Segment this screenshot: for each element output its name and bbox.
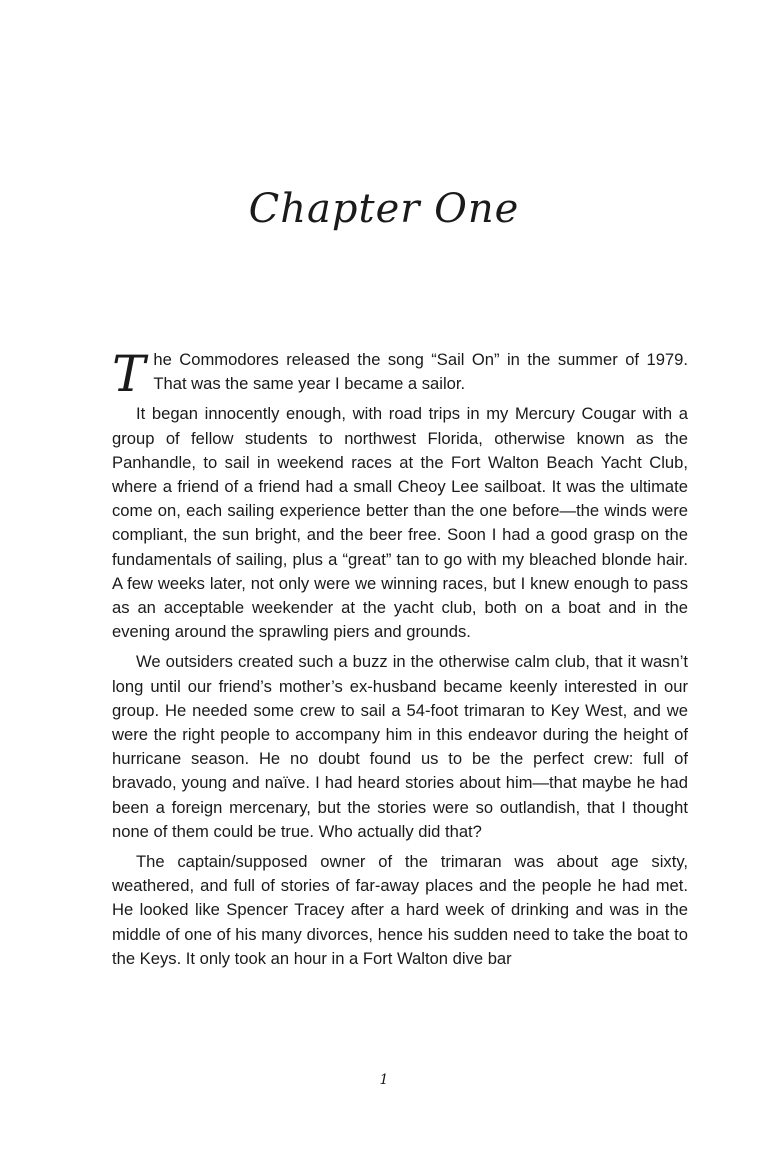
chapter-title: Chapter One xyxy=(248,186,520,232)
paragraph-1-text: he Commodores released the song “Sail On” in the summer of 1979. That was the same year I became a sailor. xyxy=(153,350,688,394)
drop-cap: T xyxy=(112,345,146,403)
paragraph-3: We outsiders created such a buzz in the otherwise calm club, that it wasn’t long until our friend’s mother’s ex-husband became keenly interested in our group. He needed some crew to sail a 54-foot trimaran to Key West, and we were the right people to accompany him in this endeavor during the height of hurricane season. He no doubt found us to be the perfect crew: full of bravado, young and naïve. I had heard stories about him—that maybe he had been a foreign mercenary, but the stories were so outlandish, that I thought none of them could be true. Who actually did that? xyxy=(112,652,688,841)
paragraph-1 xyxy=(112,345,688,403)
page-number: 1 xyxy=(379,1072,389,1088)
paragraph-4: The captain/supposed owner of the trimaran was about age sixty, weathered, and full of stories of far-away places and the people he had met. He looked like Spencer Tracey after a hard week of drinking and was in the middle of one of his many divorces, hence his sudden need to take the boat to the Keys. It only took an hour in a Fort Walton dive bar xyxy=(112,852,688,968)
paragraph-2: It began innocently enough, with road trips in my Mercury Cougar with a group of fellow students to northwest Florida, otherwise known as the Panhandle, to sail in weekend races at the Fort Walton Beach Yacht Club, where a friend of a friend had a small Cheoy Lee sailboat. It was the ultimate come on, each sailing experience better than the one before—the winds were compliant, the sun bright, and the beer free. Soon I had a good grasp on the fundamentals of sailing, plus a “great” tan to go with my bleached blonde hair. A few weeks later, not only were we winning races, but I knew enough to pass as an acceptable weekender at the yacht club, both on a boat and in the evening around the sprawling piers and grounds. xyxy=(112,404,688,642)
chapter-body xyxy=(112,345,688,977)
